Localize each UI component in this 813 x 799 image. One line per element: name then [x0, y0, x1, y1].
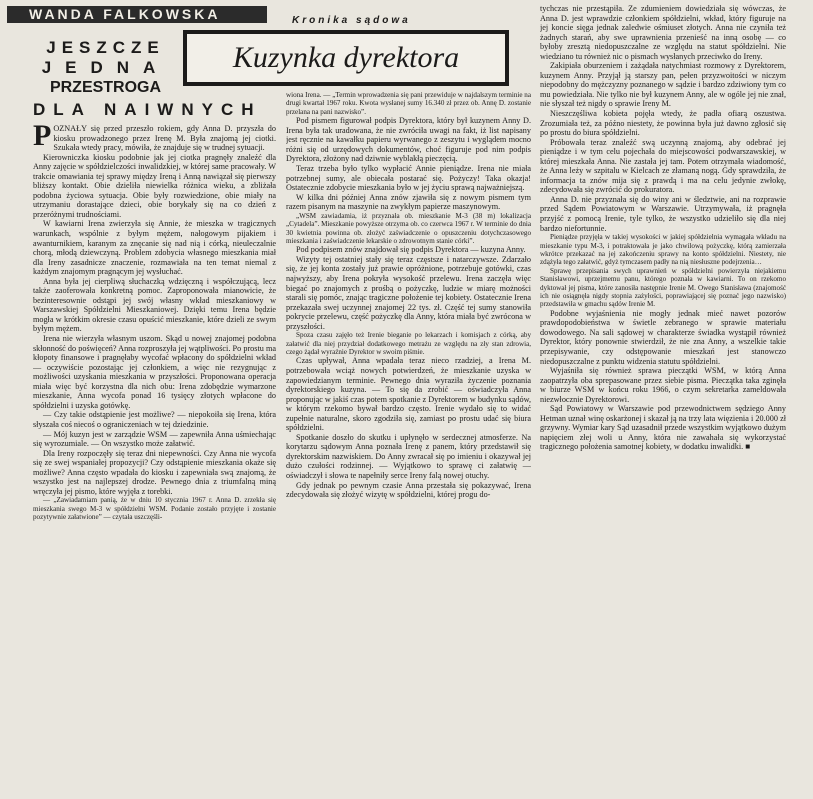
subheading-line-2: JEDNA	[41, 58, 170, 77]
paragraph: POZNAŁY się przed przeszło rokiem, gdy Anna D. przyszła do kiosku prowadzonego przez Irenę M. Była znajomą jej ciotki. Szukała wtedy pracy, mówiła, że znajduje się w trudnej sytuacji.	[33, 124, 276, 153]
paragraph: Pod podpisem znów znajdował się podpis Dyrektora — kuzyna Anny.	[296, 245, 526, 255]
drop-cap: P	[33, 124, 52, 152]
paragraph: Sąd Powiatowy w Warszawie pod przewodnictwem sędziego Anny Hetman uznał winę oskarżonej i skazał ją na trzy lata więzienia i 20.000 zł grzywny. Wymiar kary Sąd uzasadnił przede wszystkim wyjątkowo dużym napięciem złej woli u Anny, która nie zawahała się wykorzystać tragicznego położenia samotnej kobiety, w dodatku inwalidki. ■	[540, 404, 786, 452]
paragraph: Pod pismem figurował podpis Dyrektora, który był kuzynem Anny D. Irena była tak uradowana, że nie zwróciła uwagi na fakt, iż list napisany jest ręcznie na kawałku papieru wyrwanego z zeszytu i wyglądem mocno różni się od urzędowych dokumentów, choć figuruje pod nim podpis Dyrektora, złożony nad dziwnie wyblakłą pieczęcią.	[286, 116, 531, 164]
author-banner: WANDA FALKOWSKA	[7, 6, 267, 23]
paragraph: tychczas nie przestąpiła. Ze zdumieniem dowiedziała się wówczas, że Anna D. jest wprawdzie członkiem spółdzielni, wkład, który figuruje na jej koncie sięga jednak zaledwie ośmiuset złotych. Anna nie czyniła też żadnych starań, aby swe uprawnienia przenieść na inną osobę — co byłoby zresztą niedopuszczalne ze względu na statut spółdzielni. Nie wiedziano tu również nic o pismach wysłanych przeciwko do Ireny.	[540, 4, 786, 61]
quoted-letter: „WSM zawiadamia, iż przyznała ob. mieszkanie M-3 (38 m) lokalizacja „Cytadela”. Mieszkanie powyższe otrzyma ob. co czerwca 1967 r. W terminie do dnia 30 kwietnia powinna ob. złożyć zaświadczenie o opuszczeniu dotychczasowego mieszkania i zaświadczenie lekarskie o zdrowotnym stanie córki”.	[286, 211, 531, 245]
paragraph: Próbowała teraz znaleźć swą uczynną znajomą, aby odebrać jej pieniądze i w tym celu pojechała do miejscowości podwarszawskiej, w której mieszkała Anna. Nie zastała jej tam. Potem otrzymała wiadomość, że Anna leży w szpitalu w Kielcach ze złamaną nogą. Gdy sprawdziła, że informacja ta znów mija się z prawdą i ma na celu jedynie zwłokę, zdecydowała się zwrócić do prokuratora.	[540, 137, 786, 195]
quoted-letter: — „Zawiadamiam panią, że w dniu 10 stycznia 1967 r. Anna D. zrzekła się mieszkania swego M-3 w spółdzielni WSM. Podanie zostało przyjęte i zostanie pozytywnie załatwione” — czytała uszczęśli-	[33, 496, 276, 522]
paragraph: Nieszczęśliwa kobieta pojęła wtedy, że padła ofiarą oszustwa. Zrozumiała też, za późno niestety, że powinna była już dawno zgłosić się po prostu do biura spółdzielni.	[540, 109, 786, 138]
paragraph: Gdy jednak po pewnym czasie Anna przestała się pokazywać, Irena zdecydowała się złożyć wizytę w spółdzielni, której progu do-	[286, 480, 531, 500]
paragraph-small: Pieniądze przyjęła w takiej wysokości w jakiej spółdzielnia wymagała wkładu na mieszkanie typu M-3, i potraktowała je jako chwilową pożyczkę, którą zamierzała wkrótce przekazać na jej zakończeniu sprawy na konto spółdzielni. Niestety, nie zdążyła tego załatwić, gdyż tymczasem padły na nią niesłuszne podejrzenia…	[540, 233, 786, 267]
paragraph: Teraz trzeba było tylko wypłacić Annie pieniądze. Irena nie miała potrzebnej sumy, ale obiecała postarać się. Pożyczy! Taka okazja! Ostatecznie zdobycie mieszkania było w jej życiu sprawą najważniejszą.	[286, 163, 531, 193]
paragraph: — Mój kuzyn jest w zarządzie WSM — zapewniła Anna uśmiechając się wyrozumiale. — On wszystko może załatwić.	[33, 429, 276, 449]
paragraph: Anna była jej cierpliwą słuchaczką wdzięczną i współczującą, lecz także zaoferowała konkretną pomoc. Zaproponowała mianowicie, że bezinteresownie odstąpi jej swój własny wkład mieszkaniowy w Warszawskiej Spółdzielni Mieszkaniowej. Dzięki temu Irena będzie mogła w krótkim okresie czasu opuścić mieszkanie, które dzieli ze swym byłym mężem.	[33, 276, 276, 334]
subheading-line-4: DLA NAIWNYCH	[33, 100, 262, 119]
paragraph-small: Spoza czasu zajęło też Irenie bieganie po lekarzach i komisjach z córką, aby załatwić dla niej przydział dodatkowego metrażu ze względu na zły stan zdrowia, czego żądał wyraźnie Dyrektor w swoim piśmie.	[286, 331, 531, 357]
section-label: Kronika sądowa	[292, 15, 411, 26]
paragraph: Podobne wyjaśnienia nie mogły jednak mieć nawet pozorów prawdopodobieństwa w świetle zebranego w sprawie materiału dowodowego. Na sali sądowej w charakterze świadka wystąpił również Dyrektor, który ponownie stwierdził, że nie zna Anny, a wszelkie takie przepisywanie, czy odstępowanie mieszkań jest stanowczo niedopuszczalne z punktu widzenia statutu spółdzielni.	[540, 308, 786, 366]
paragraph: Kierowniczka kiosku podobnie jak jej ciotka pragnęły znaleźć dla Anny zajęcie w spółdzielczości inwalidzkiej, w której same pracowały. W trakcie omawiania tej sprawy między Ireną i Anną nawiązał się pierwszy bliższy kontakt. Obie dzieliła niewielka różnica wieku, a zbliżała podobna życiowa sytuacja. Obie były rozwiedzione, obie miały na utrzymaniu dorastające dzieci, obie borykały się na co dzień z przeróżnymi trudnościami.	[33, 152, 276, 219]
column-1	[33, 124, 276, 796]
paragraph: Dla Ireny rozpoczęły się teraz dni niepewności. Czy Anna nie wycofa się ze swej wspaniałej propozycji? Czy odstąpienie mieszkania okaże się możliwe? Anna często wpadała do kiosku i zapewniała swą znajomą, że wszystko jest na najlepszej drodze. Pewnego dnia z triumfalną miną wręczyła jej pismo, które wyjęła z torebki.	[33, 448, 276, 496]
paragraph: Czas upływał, Anna wpadała teraz nieco rzadziej, a Irena M. potrzebowała wciąż nowych potwierdzeń, że mieszkanie uzyska w zapowiedzianym terminie. Pewnego dnia wyraziła życzenie poznania dyrektorskiego kuzyna. — To się da zrobić — oświadczyła Anna proponując w jakiś czas potem spotkanie z Dyrektorem w budynku sądów, w którym rzekomo bywał bardzo często. Irenie wydało się to widać zupełnie naturalne, skoro zgodziła się, zamiast po prostu udać się biura spółdzielni.	[286, 356, 531, 433]
subheading-line-1: JESZCZE	[46, 38, 165, 57]
paragraph: Wizyty tej ostatniej stały się teraz częstsze i natarczywsze. Zdarzało się, że jej konta zostały już prawie opróżnione, potrzebuje gotówki, czas najwyższy, aby Irena pokryła wysokość przelewu. Irena zaczęła więc biegać po znajomych z prośbą o pożyczkę, ludzie w miarę możności starali się pomóc, znając tragiczne położenie tej kobiety. Ostatecznie Irena przekazała swej uczynnej znajomej 22 tys. zł. Część tej sumy stanowiła pokrycie przelewu, część pożyczkę dla Anny, która miała być zwrócona w przyszłości.	[286, 254, 531, 331]
paragraph: — Czy takie odstąpienie jest możliwe? — niepokoiła się Irena, która słyszała coś niecoś o ograniczeniach w tej dziedzinie.	[33, 410, 276, 429]
paragraph: Irena nie wierzyła własnym uszom. Skąd u nowej znajomej podobna skłonność do poświęceń? Anna rozproszyła jej wątpliwości. Po prostu ma kłopoty finansowe i pragnęłaby wycofać wpłacony do spółdzielni wkład — oczywiście pozostając jej członkiem, a więc nie rezygnując z możliwości uzyskania mieszkania w przyszłości. Proponowana operacja miała więc być korzystna dla nich obu: Irena zdobędzie wymarzone mieszkanie, Anna wycofa ponad 16 tysięcy złotych wpłacone do spółdzielni i uzyska gotówkę.	[33, 334, 276, 410]
paragraph: W kawiarni Irena zwierzyła się Annie, że mieszka w tragicznych warunkach, wspólnie z byłym mężem, nałogowym pijakiem i awanturnikiem, karanym za znęcanie się nad nią i córką, nieuleczalnie chorą, młodą dziewczyną. Problem zdobycia własnego mieszkania miał dla Ireny zasadnicze znaczenie, rozmawiała na ten temat niemal z każdym znajomym pragnącym jej wysłuchać.	[33, 219, 276, 277]
subheading	[33, 38, 178, 98]
subheading-line-3: PRZESTROGA	[49, 79, 162, 96]
quoted-letter: wiona Irena. — „Termin wprowadzenia się pani przewiduje w najdalszym terminie na drugi kwartał 1967 roku. Kwota wysłanej sumy 16.340 zł przez ob. Annę D. zostanie przelana na pani nazwisko”.	[286, 91, 531, 116]
paragraph: Spotkanie doszło do skutku i upłynęło w serdecznej atmosferze. Na korytarzu sądowym Anna poznała Irenę z panem, który przedstawił się dyrektorskim nazwiskiem. Do Anny zwracał się po imieniu i okazywał jej dużo czułości rodzinnej. — Wyjątkowo to sprawę ci załatwię — oświadczył i słowa te napełniły serce Ireny falą nowej otuchy.	[286, 432, 531, 481]
column-2	[286, 91, 531, 796]
paragraph-small: Sprawę przepisania swych uprawnień w spółdzielni powierzyła niejakiemu Stanisławowi, uprzejmemu panu, którego poznała w kawiarni. To on rzekomo dyktował jej pisma, które zanosiła następnie Irenie M. Owego Stanisława (znajomość ich nie osiągnęła nigdy stopnia zażyłości, poprawiającej się poznać jego nazwisko) przedstawiła w gmachu sądów Irenie M.	[540, 266, 786, 309]
paragraph: Wyjaśniła się również sprawa pieczątki WSM, w którą Anna zaopatrzyła oba sprepasowane przez siebie pisma. Pieczątka taka zginęła w biurze WSM w końcu roku 1966, o czym sekretarka zameldowała niezwłocznie Dyrektorowi.	[540, 366, 786, 404]
paragraph: W kilka dni później Anna znów zjawiła się z nowym pismem tym razem pisanym na maszynie na zwykłym papierze maszynowym.	[286, 192, 531, 212]
article-title: Kuzynka dyrektora	[183, 30, 509, 86]
paragraph: Anna D. nie przyznała się do winy ani w śledztwie, ani na rozprawie przed Sądem Powiatowym w Warszawie. Utrzymywała, iż pragnęła przyjść z pomocą Irenie, tyle tylko, że wszystko udzieliło się dla niej bardzo niefortunnie.	[540, 194, 786, 233]
column-3	[540, 4, 786, 796]
paragraph: Zakipiała oburzeniem i zażądała natychmiast rozmowy z Dyrektorem, kuzynem Anny. Przyjął ją starszy pan, pełen przyzwoitości w niczym niepodobny do mężczyzny poznanego w sądzie i bardzo zdziwiony tym co mu powiedziała. Nie tylko nie był kuzynem Anny, ale w ogóle jej nie znał, nie słyszał też nigdy o sprawie Ireny M.	[540, 61, 786, 109]
